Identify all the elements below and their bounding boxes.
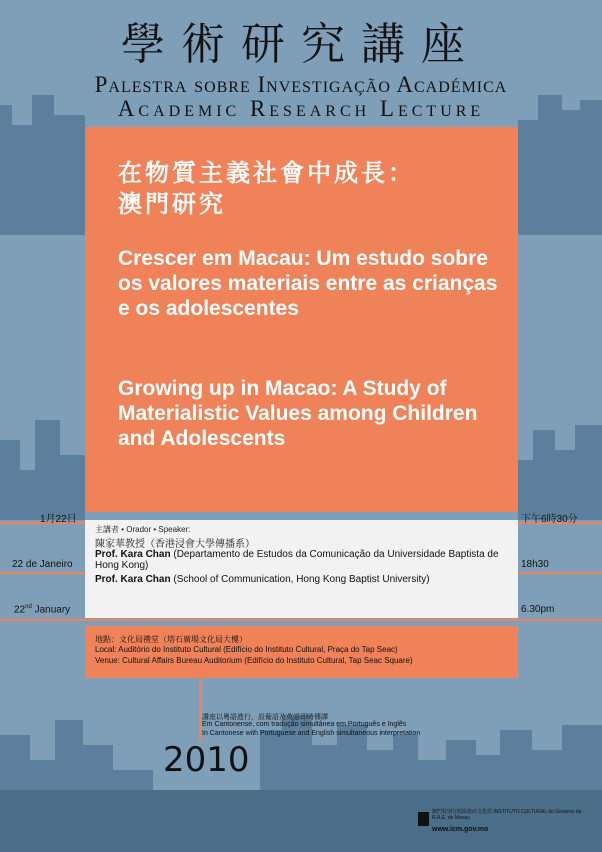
topic-english: Growing up in Macao: A Study of Materialistic Values among Children and Adolescents	[118, 377, 478, 450]
footer-website: www.icm.gov.mo	[432, 826, 489, 833]
speaker-portuguese	[95, 549, 515, 571]
date-english	[14, 604, 70, 615]
date-portuguese: 22 de Janeiro	[12, 559, 73, 570]
speaker-affiliation-en: (School of Communication, Hong Kong Baptist University)	[173, 574, 430, 585]
footer-organization: 澳門特別行政區政府文化局 INSTITUTO CULTURAL do Governo da R.A.E. de Macau	[432, 809, 582, 821]
language-note-chinese: 講座以粵語進行，設葡語及英語即時傳譯	[202, 714, 328, 721]
topic-chinese	[118, 158, 498, 220]
time-chinese: 下午6時30分	[521, 514, 578, 525]
speaker-name-en: Prof. Kara Chan	[95, 574, 171, 585]
title-english: Academic Research Lecture	[117, 96, 485, 121]
date-english-suffix: nd	[25, 604, 32, 610]
divider-line	[0, 619, 602, 621]
speaker-chinese: 陳家華教授（香港浸會大學傳播系）	[95, 539, 255, 550]
speaker-name-pt: Prof. Kara Chan	[95, 549, 171, 560]
language-note-english: In Cantonese with Portuguese and English simultaneous interpretation	[202, 730, 421, 737]
time-portuguese: 18h30	[521, 559, 549, 570]
institute-logo	[418, 812, 429, 826]
title-portuguese: Palestra sobre Investigação Académica	[94, 72, 508, 97]
date-chinese: 1月22日	[40, 514, 77, 525]
speaker-english	[95, 574, 515, 585]
venue-chinese: 地點：文化局禮堂（塔石廣場文化局大樓）	[95, 635, 247, 644]
date-english-day: 22	[14, 604, 26, 616]
time-english: 6.30pm	[521, 604, 555, 615]
venue-portuguese: Local: Auditório do Instituto Cultural (Edifício do Instituto Cultural, Praça do Tap Seac)	[95, 645, 398, 654]
language-note-portuguese: Em Cantonense, com tradução simultânea em Português e Inglês	[202, 721, 407, 728]
year: 2010	[163, 740, 250, 780]
date-english-month: January	[34, 604, 71, 616]
topic-chinese-line2: 澳門研究	[118, 191, 226, 218]
speaker-affiliation-pt: (Departamento de Estudos da Comunicação da Universidade Baptista de Hong Kong)	[95, 549, 499, 571]
venue-english: Venue: Cultural Affairs Bureau Auditorium (Edifício do Instituto Cultural, Tap Seac Square)	[95, 656, 413, 665]
topic-portuguese: Crescer em Macau: Um estudo sobre os valores materiais entre as crianças e os adolescentes	[118, 247, 498, 320]
speaker-label: 主講者 • Orador • Speaker:	[95, 525, 191, 534]
topic-chinese-line1: 在物質主義社會中成長：	[118, 160, 415, 187]
title-chinese: 學術研究講座	[121, 19, 481, 70]
